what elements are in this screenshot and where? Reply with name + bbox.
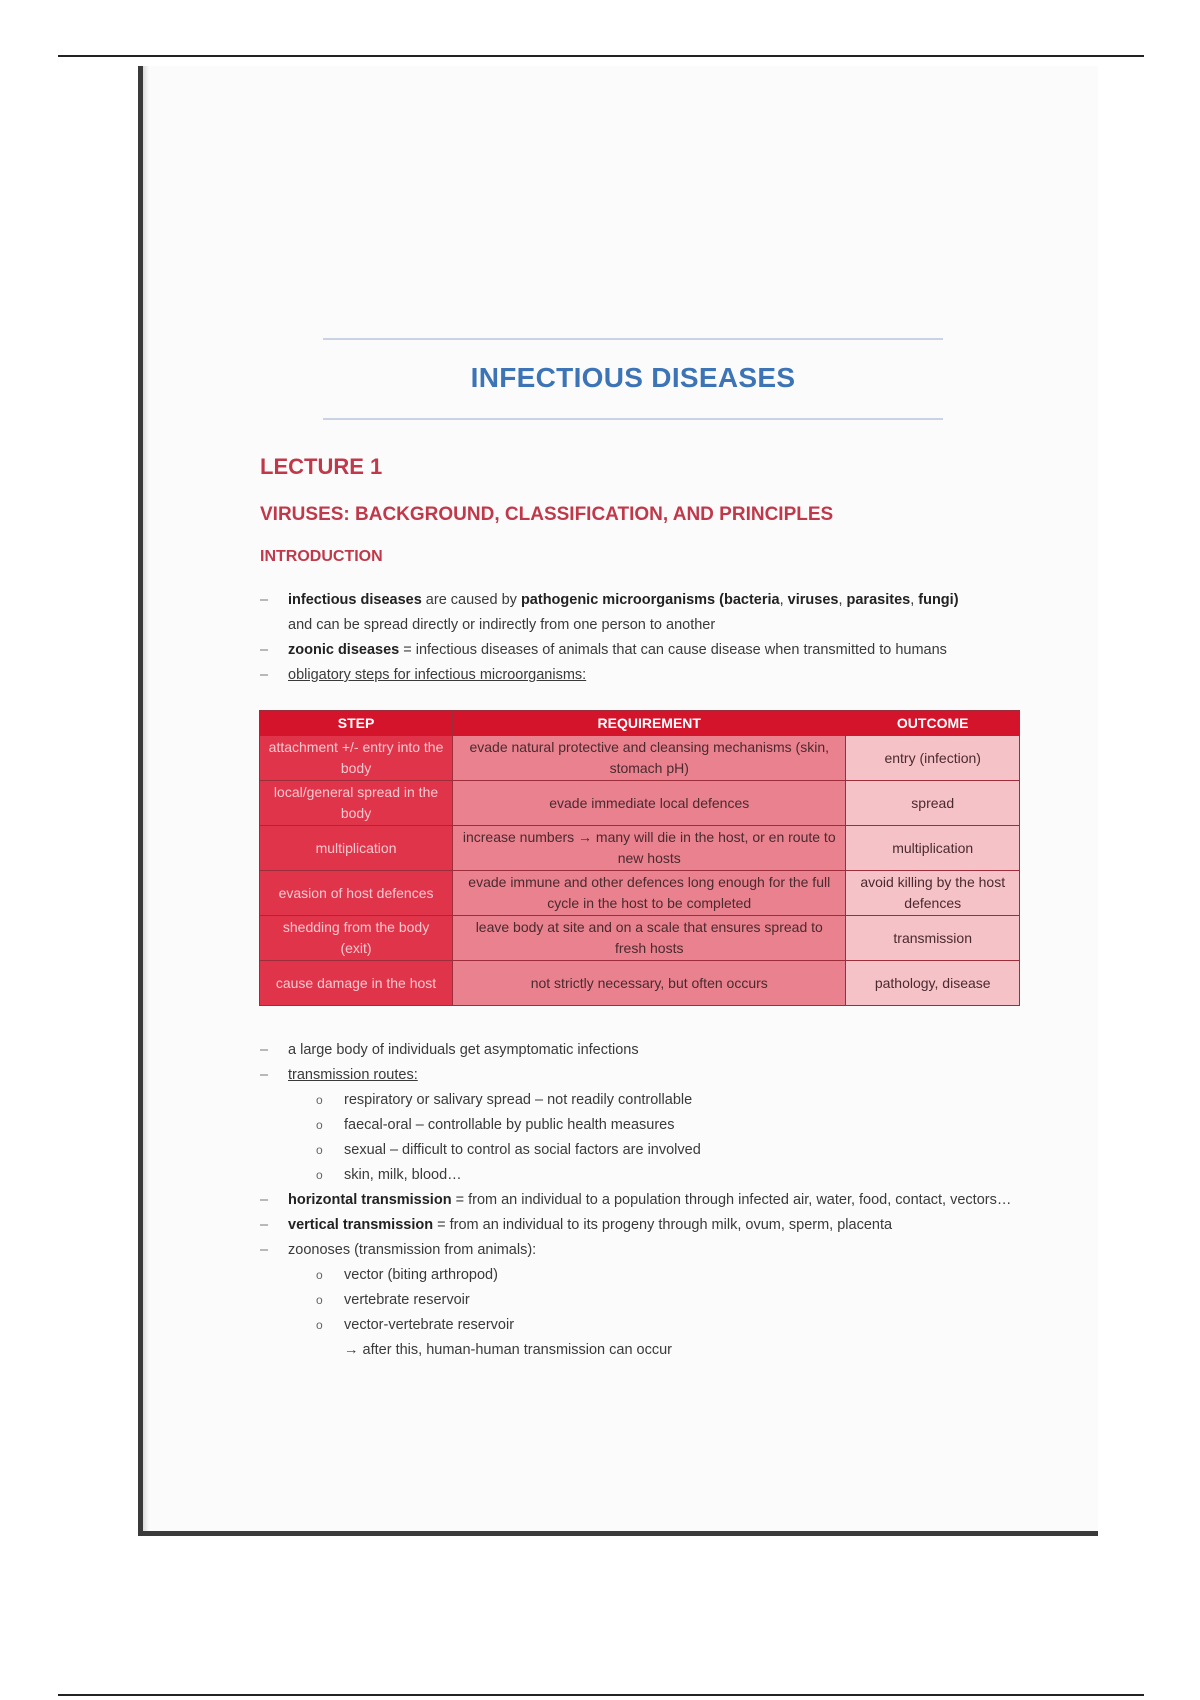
route-item: o sexual – difficult to control as social factors are involved	[260, 1138, 1060, 1163]
lecture-heading: LECTURE 1	[260, 454, 383, 479]
header-step: STEP	[260, 711, 453, 736]
circle-bullet: o	[316, 1293, 323, 1307]
dash-bullet: –	[260, 667, 269, 683]
header-outcome: OUTCOME	[846, 711, 1020, 736]
dash-bullet: –	[260, 1067, 269, 1083]
circle-bullet: o	[316, 1118, 323, 1132]
cell-step: local/general spread in the body	[260, 781, 453, 826]
cell-requirement: evade natural protective and cleansing mechanisms (skin, stomach pH)	[453, 736, 846, 781]
route-item: o respiratory or salivary spread – not readily controllable	[260, 1088, 1060, 1113]
table-row	[260, 826, 1020, 871]
header-requirement: REQUIREMENT	[453, 711, 846, 736]
table-row	[260, 781, 1020, 826]
cell-outcome: spread	[846, 781, 1020, 826]
cell-step: attachment +/- entry into the body	[260, 736, 453, 781]
title-rule-bottom	[323, 418, 943, 420]
scanned-sheet	[138, 66, 1098, 1536]
cell-outcome: avoid killing by the host defences	[846, 871, 1020, 916]
route-item: o faecal-oral – controllable by public health measures	[260, 1113, 1060, 1138]
top-rule	[58, 55, 1144, 57]
intro-bullet-infectious: – infectious diseases are caused by pathogenic microorganisms (bacteria, viruses, parasites, fungi) and can be spread directly or indirectly from one person to another	[260, 588, 1060, 638]
table-row	[260, 871, 1020, 916]
circle-bullet: o	[316, 1318, 323, 1332]
note-vertical-transmission: – vertical transmission = from an individual to its progeny through milk, ovum, sperm, placenta	[260, 1213, 1060, 1238]
zoonosis-note: → after this, human-human transmission can occur	[344, 1342, 672, 1358]
table-header-row	[260, 711, 1020, 736]
dash-bullet: –	[260, 1242, 269, 1258]
intro-list	[260, 588, 1060, 688]
zoonosis-item: o vector (biting arthropod)	[260, 1263, 1060, 1288]
document-title: INFECTIOUS DISEASES	[470, 362, 796, 393]
intro-bullet-zoonic: – zoonic diseases = infectious diseases of animals that can cause disease when transmitted to humans	[260, 638, 1060, 663]
cell-step: multiplication	[260, 826, 453, 871]
bottom-rule	[58, 1694, 1144, 1696]
note-horizontal-transmission: – horizontal transmission = from an individual to a population through infected air, water, food, contact, vectors…	[260, 1188, 1060, 1213]
cell-step: shedding from the body (exit)	[260, 916, 453, 961]
intro-bullet-steps: – obligatory steps for infectious microorganisms:	[260, 663, 1060, 688]
cell-outcome: transmission	[846, 916, 1020, 961]
cell-outcome: pathology, disease	[846, 961, 1020, 1006]
title-rule-top	[323, 338, 943, 340]
cell-requirement: evade immune and other defences long enough for the full cycle in the host to be completed	[453, 871, 846, 916]
dash-bullet: –	[260, 642, 269, 658]
circle-bullet: o	[316, 1143, 323, 1157]
table-row	[260, 916, 1020, 961]
dash-bullet: –	[260, 1192, 269, 1208]
dash-bullet: –	[260, 1217, 269, 1233]
zoonosis-item: o vector-vertebrate reservoir	[260, 1313, 1060, 1338]
cell-requirement: leave body at site and on a scale that ensures spread to fresh hosts	[453, 916, 846, 961]
dash-bullet: –	[260, 592, 269, 608]
note-asymptomatic: – a large body of individuals get asymptomatic infections	[260, 1038, 1060, 1063]
cell-step: evasion of host defences	[260, 871, 453, 916]
steps-table	[259, 710, 1020, 1006]
notes-list	[260, 1038, 1060, 1363]
sheet-edge-shadow	[143, 66, 149, 1531]
note-transmission-routes: – transmission routes:	[260, 1063, 1060, 1088]
lecture-subtitle: VIRUSES: BACKGROUND, CLASSIFICATION, AND PRINCIPLES	[260, 504, 834, 525]
cell-outcome: entry (infection)	[846, 736, 1020, 781]
table-row	[260, 961, 1020, 1006]
dash-bullet: –	[260, 1042, 269, 1058]
route-item: o skin, milk, blood…	[260, 1163, 1060, 1188]
section-heading: INTRODUCTION	[260, 548, 383, 565]
cell-outcome: multiplication	[846, 826, 1020, 871]
cell-step: cause damage in the host	[260, 961, 453, 1006]
table-row	[260, 736, 1020, 781]
circle-bullet: o	[316, 1268, 323, 1282]
circle-bullet: o	[316, 1093, 323, 1107]
cell-requirement: increase numbers → many will die in the host, or en route to new hosts	[453, 826, 846, 871]
circle-bullet: o	[316, 1168, 323, 1182]
cell-requirement: not strictly necessary, but often occurs	[453, 961, 846, 1006]
zoonosis-item: o vertebrate reservoir	[260, 1288, 1060, 1313]
cell-requirement: evade immediate local defences	[453, 781, 846, 826]
note-zoonoses: – zoonoses (transmission from animals):	[260, 1238, 1060, 1263]
